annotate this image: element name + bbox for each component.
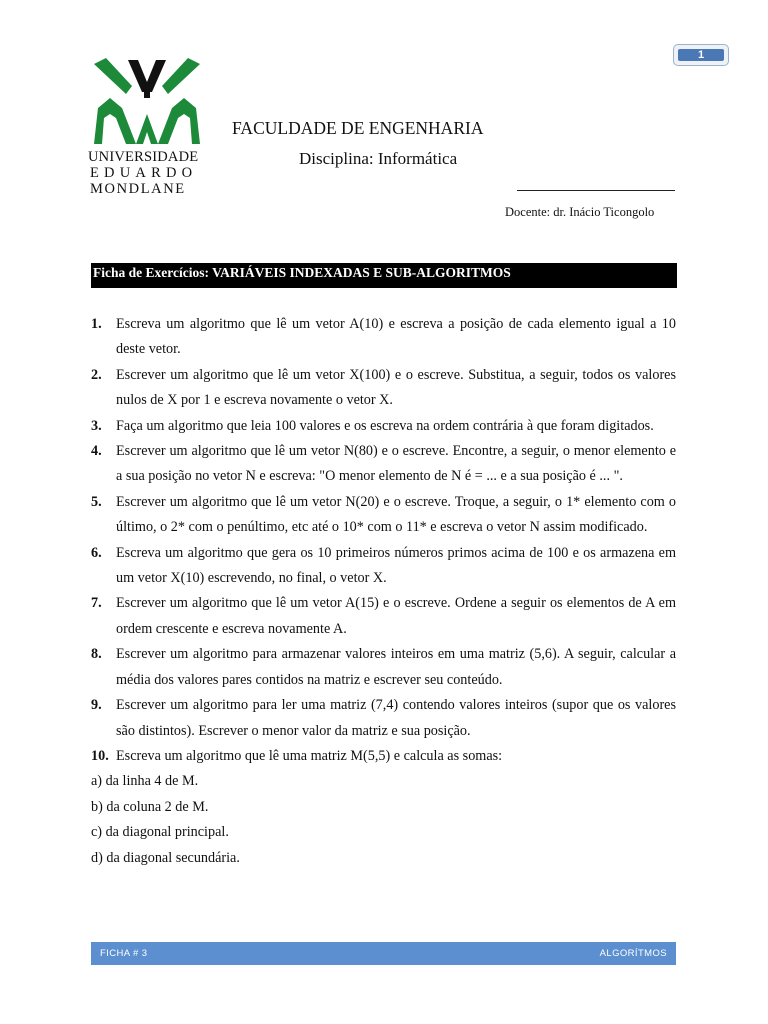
signature-line: [517, 190, 675, 191]
footer-sheet-label: FICHA # 3: [100, 948, 148, 959]
exercise-item: [91, 363, 676, 414]
exercise-text: Escrever um algoritmo que lê um vetor X(100) e o escreve. Substitua, a seguir, todos os valores nulos de X por 1 e escreva novamente o vetor X.: [116, 366, 676, 409]
exercise-item: [91, 744, 676, 769]
logo-text-eduardo: EDUARDO: [90, 165, 198, 181]
exercise-text: Escrever um algoritmo para armazenar valores inteiros em uma matriz (5,6). A seguir, calcular a média dos valores pares contidos na matriz e escrever seu conteúdo.: [116, 646, 676, 688]
page-number-badge: [673, 44, 729, 66]
university-emblem: [88, 52, 206, 148]
exercise-number: 8.: [91, 646, 102, 663]
exercise-number: 5.: [91, 493, 102, 510]
exercise-number: 9.: [91, 697, 102, 714]
exercise-text: Escrever um algoritmo para ler uma matriz (7,4) contendo valores inteiros (supor que os valores são distintos). Escrever o menor valor da matriz e sua posição.: [116, 697, 676, 739]
exercise-number: 4.: [91, 443, 102, 460]
exercise-item: [91, 312, 676, 363]
exercise-number: 2.: [91, 366, 102, 383]
logo-text-mondlane: MONDLANE: [90, 181, 186, 197]
exercise-text: Escrever um algoritmo que lê um vetor N(20) e o escreve. Troque, a seguir, o 1* elemento com o último, o 2* com o penúltimo, etc até o 10* com o 11* e escreva o vetor N assim modificado.: [116, 493, 676, 536]
university-logo: [88, 52, 206, 202]
page-number: 1: [678, 49, 724, 61]
faculty-name: FACULDADE DE ENGENHARIA: [232, 118, 484, 138]
exercise-text: Faça um algoritmo que leia 100 valores e os escreva na ordem contrária à que foram digitados.: [116, 417, 654, 434]
exercise-number: 6.: [91, 544, 102, 561]
sheet-title: Ficha de Exercícios: VARIÁVEIS INDEXADAS E SUB-ALGORITMOS: [91, 263, 677, 288]
exercise-text: Escreva um algoritmo que gera os 10 primeiros números primos acima de 100 e os armazena em um vetor X(10) escrevendo, no final, o vetor X.: [116, 544, 676, 587]
teacher-name: Docente: dr. Inácio Ticongolo: [505, 205, 655, 219]
sub-item: d) da diagonal secundária.: [91, 849, 240, 866]
logo-text-universidade: UNIVERSIDADE: [88, 149, 199, 165]
exercise-text: Escreva um algoritmo que lê um vetor A(10) e escreva a posição de cada elemento igual a 10 deste vetor.: [116, 316, 676, 358]
exercise-item: [91, 414, 676, 439]
exercise-number: 10.: [91, 747, 109, 764]
exercise-text: Escreva um algoritmo que lê uma matriz M(5,5) e calcula as somas:: [116, 747, 503, 764]
sub-item: c) da diagonal principal.: [91, 824, 229, 841]
sub-item: b) da coluna 2 de M.: [91, 798, 209, 815]
exercise-text: Escrever um algoritmo que lê um vetor A(15) e o escreve. Ordene a seguir os elementos de A em ordem crescente e escreva novamente A.: [116, 595, 676, 637]
exercise-item: [91, 642, 676, 693]
exercise-item: [91, 439, 676, 490]
exercise-item: [91, 490, 676, 541]
exercise-number: 1.: [91, 316, 102, 332]
exercise-list: [91, 312, 676, 871]
exercise-item: [91, 541, 676, 592]
sub-item: a) da linha 4 de M.: [91, 773, 199, 790]
exercise-item: [91, 693, 676, 744]
exercise-number: 7.: [91, 595, 102, 612]
page-footer: [91, 942, 676, 965]
exercise-number: 3.: [91, 417, 102, 434]
exercise-text: Escrever um algoritmo que lê um vetor N(80) e o escreve. Encontre, a seguir, o menor elemento e a sua posição no vetor N e escreva: "O menor elemento de N é = ... e a sua posição é ... ".: [116, 443, 676, 485]
footer-subject-label: ALGORÍTMOS: [599, 948, 667, 959]
discipline-name: Disciplina: Informática: [299, 149, 458, 168]
exercise-item: [91, 591, 676, 642]
